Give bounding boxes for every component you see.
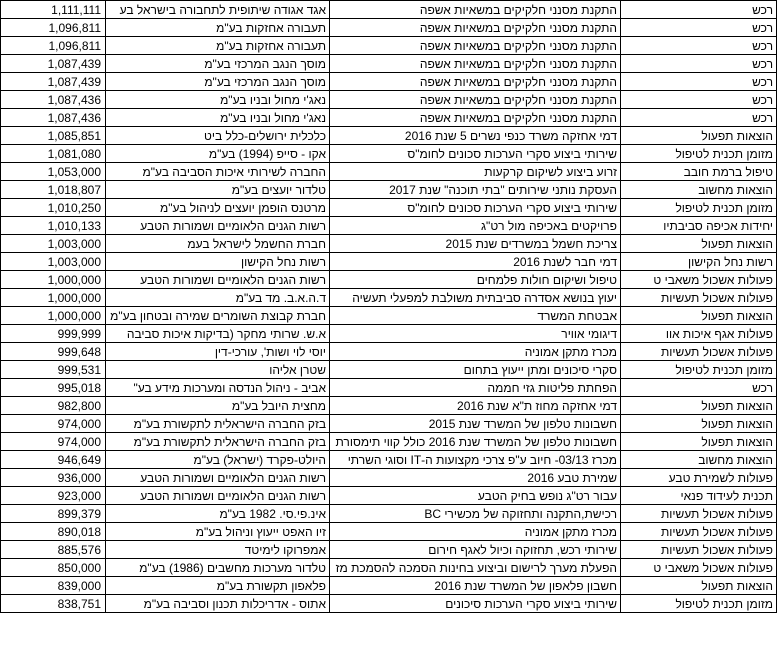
description-cell[interactable]: מכרז מתקן אמוניה [330,343,621,361]
description-cell[interactable]: מכרז 03/13- חיוב ע"פ צרכי מקצועות ה-IT וסוגי השרתי [330,451,621,469]
category-cell[interactable]: מזומן תכנית לטיפול [621,361,777,379]
category-cell[interactable]: רכש [621,73,777,91]
category-cell[interactable]: הוצאות תפעול [621,415,777,433]
vendor-cell[interactable]: בזק החברה הישראלית לתקשורת בע"מ [106,433,330,451]
table-row[interactable] [1,217,777,235]
category-cell[interactable]: פעולות אשכול תעשיות [621,541,777,559]
vendor-cell[interactable]: תעבורה אחזקות בע"מ [106,37,330,55]
vendor-cell[interactable]: אביב - ניהול הנדסה ומערכות מידע בע" [106,379,330,397]
table-row[interactable] [1,109,777,127]
table-row[interactable] [1,91,777,109]
table-row[interactable] [1,127,777,145]
vendor-cell[interactable]: אתוס - אדריכלות תכנון וסביבה בע"מ [106,595,330,613]
amount-cell[interactable]: 1,096,811 [1,37,106,55]
table-row[interactable] [1,487,777,505]
vendor-cell[interactable]: רשות הגנים הלאומיים ושמורות הטבע [106,217,330,235]
vendor-cell[interactable]: כלכלית ירושלים-כלל ביט [106,127,330,145]
vendor-cell[interactable]: מוסך הנגב המרכזי בע"מ [106,73,330,91]
table-row[interactable] [1,325,777,343]
table-row[interactable] [1,163,777,181]
vendor-cell[interactable]: רשות הגנים הלאומיים ושמורות הטבע [106,271,330,289]
description-cell[interactable]: התקנת מסנני חלקיקים במשאיות אשפה [330,1,621,19]
category-cell[interactable]: רכש [621,109,777,127]
vendor-cell[interactable]: מוסך הנגב המרכזי בע"מ [106,55,330,73]
amount-cell[interactable]: 1,000,000 [1,289,106,307]
category-cell[interactable]: רכש [621,19,777,37]
amount-cell[interactable]: 936,000 [1,469,106,487]
amount-cell[interactable]: 999,648 [1,343,106,361]
category-cell[interactable]: יחידות אכיפה סביבתיו [621,217,777,235]
vendor-cell[interactable]: אינ.פי.סי. 1982 בע"מ [106,505,330,523]
vendor-cell[interactable]: רשות נחל הקישון [106,253,330,271]
description-cell[interactable]: סקרי סיכונים ומתן ייעוץ בתחום [330,361,621,379]
amount-cell[interactable]: 839,000 [1,577,106,595]
amount-cell[interactable]: 1,000,000 [1,307,106,325]
category-cell[interactable]: פעולות אשכול תעשיות [621,523,777,541]
description-cell[interactable]: דמי אחזקה מחוז ת"א שנת 2016 [330,397,621,415]
description-cell[interactable]: שמירת טבע 2016 [330,469,621,487]
table-row[interactable] [1,343,777,361]
amount-cell[interactable]: 1,018,807 [1,181,106,199]
table-row[interactable] [1,55,777,73]
description-cell[interactable]: חשבון פלאפון של המשרד שנת 2016 [330,577,621,595]
vendor-cell[interactable]: מחצית היובל בע"מ [106,397,330,415]
vendor-cell[interactable]: בזק החברה הישראלית לתקשורת בע"מ [106,415,330,433]
description-cell[interactable]: דיגומי אוויר [330,325,621,343]
category-cell[interactable]: הוצאות תפעול [621,127,777,145]
vendor-cell[interactable]: חברת קבוצת השומרים שמירה ובטחון בע"מ [106,307,330,325]
description-cell[interactable]: חשבונות טלפון של המשרד שנת 2015 [330,415,621,433]
amount-cell[interactable]: 946,649 [1,451,106,469]
vendor-cell[interactable]: נאג'י מחול ובניו בע"מ [106,109,330,127]
description-cell[interactable]: יעוץ בנושא אסדרה סביבתית משולבת למפעלי תעשיה [330,289,621,307]
description-cell[interactable]: אבטחת המשרד [330,307,621,325]
amount-cell[interactable]: 1,000,000 [1,271,106,289]
category-cell[interactable]: מזומן תכנית לטיפול [621,595,777,613]
vendor-cell[interactable]: רשות הגנים הלאומיים ושמורות הטבע [106,469,330,487]
category-cell[interactable]: פעולות אשכול משאבי ט [621,559,777,577]
amount-cell[interactable]: 1,085,851 [1,127,106,145]
amount-cell[interactable]: 999,531 [1,361,106,379]
description-cell[interactable]: טיפול ושיקום חולות פלמחים [330,271,621,289]
category-cell[interactable]: רשות נחל הקישון [621,253,777,271]
amount-cell[interactable]: 982,800 [1,397,106,415]
table-row[interactable] [1,1,777,19]
amount-cell[interactable]: 1,096,811 [1,19,106,37]
category-cell[interactable]: רכש [621,1,777,19]
table-row[interactable] [1,523,777,541]
category-cell[interactable]: פעולות אשכול תעשיות [621,343,777,361]
category-cell[interactable]: הוצאות תפעול [621,397,777,415]
category-cell[interactable]: רכש [621,55,777,73]
category-cell[interactable]: פעולות לשמירת טבע [621,469,777,487]
category-cell[interactable]: מזומן תכנית לטיפול [621,199,777,217]
table-row[interactable] [1,505,777,523]
description-cell[interactable]: התקנת מסנני חלקיקים במשאיות אשפה [330,91,621,109]
category-cell[interactable]: רכש [621,379,777,397]
vendor-cell[interactable]: אגד אגודה שיתופית לתחבורה בישראל בע [106,1,330,19]
amount-cell[interactable]: 1,087,436 [1,91,106,109]
table-row[interactable] [1,595,777,613]
amount-cell[interactable]: 1,087,436 [1,109,106,127]
vendor-cell[interactable]: נאג'י מחול ובניו בע"מ [106,91,330,109]
amount-cell[interactable]: 999,999 [1,325,106,343]
category-cell[interactable]: טיפול ברמת חובב [621,163,777,181]
table-row[interactable] [1,415,777,433]
category-cell[interactable]: פעולות אשכול תעשיות [621,505,777,523]
table-row[interactable] [1,307,777,325]
table-row[interactable] [1,361,777,379]
description-cell[interactable]: חשבונות טלפון של המשרד שנת 2016 כולל קווי תימסורת [330,433,621,451]
description-cell[interactable]: שירותי ביצוע סקרי הערכות סכונים לחומ"ס [330,145,621,163]
table-row[interactable] [1,379,777,397]
amount-cell[interactable]: 1,111,111 [1,1,106,19]
table-row[interactable] [1,541,777,559]
description-cell[interactable]: שירותי ביצוע סקרי הערכות סיכונים [330,595,621,613]
category-cell[interactable]: הוצאות תפעול [621,433,777,451]
category-cell[interactable]: רכש [621,37,777,55]
amount-cell[interactable]: 1,087,439 [1,73,106,91]
amount-cell[interactable]: 1,003,000 [1,235,106,253]
description-cell[interactable]: התקנת מסנני חלקיקים במשאיות אשפה [330,37,621,55]
description-cell[interactable]: שירותי ביצוע סקרי הערכות סכונים לחומ"ס [330,199,621,217]
table-row[interactable] [1,397,777,415]
amount-cell[interactable]: 974,000 [1,433,106,451]
vendor-cell[interactable]: מרטנס הופמן יועצים לניהול בע"מ [106,199,330,217]
table-row[interactable] [1,271,777,289]
table-row[interactable] [1,433,777,451]
vendor-cell[interactable]: יוסי לוי ושות', עורכי-דין [106,343,330,361]
category-cell[interactable]: תכנית לעידוד פנאי [621,487,777,505]
category-cell[interactable]: פעולות אשכול תעשיות [621,289,777,307]
category-cell[interactable]: הוצאות תפעול [621,235,777,253]
amount-cell[interactable]: 1,003,000 [1,253,106,271]
description-cell[interactable]: התקנת מסנני חלקיקים במשאיות אשפה [330,109,621,127]
description-cell[interactable]: זרוע ביצוע לשיקום קרקעות [330,163,621,181]
amount-cell[interactable]: 1,053,000 [1,163,106,181]
description-cell[interactable]: התקנת מסנני חלקיקים במשאיות אשפה [330,19,621,37]
vendor-cell[interactable]: שטרן אליהו [106,361,330,379]
amount-cell[interactable]: 850,000 [1,559,106,577]
table-row[interactable] [1,145,777,163]
description-cell[interactable]: עבור רט"ג נופש בחיק הטבע [330,487,621,505]
table-row[interactable] [1,577,777,595]
description-cell[interactable]: התקנת מסנני חלקיקים במשאיות אשפה [330,73,621,91]
description-cell[interactable]: התקנת מסנני חלקיקים במשאיות אשפה [330,55,621,73]
amount-cell[interactable]: 1,010,133 [1,217,106,235]
vendor-cell[interactable]: טלדור יועצים בע"מ [106,181,330,199]
description-cell[interactable]: דמי אחזקה משרד כנפי נשרים 5 שנת 2016 [330,127,621,145]
vendor-cell[interactable]: ד.ה.א.ב. מד בע"מ [106,289,330,307]
vendor-cell[interactable]: אקו - סייפ (1994) בע"מ [106,145,330,163]
table-row[interactable] [1,181,777,199]
amount-cell[interactable]: 1,010,250 [1,199,106,217]
vendor-cell[interactable]: פלאפון תקשורת בע"מ [106,577,330,595]
vendor-cell[interactable]: זיו האפט ייעוץ וניהול בע"מ [106,523,330,541]
table-row[interactable] [1,19,777,37]
category-cell[interactable]: מזומן תכנית לטיפול [621,145,777,163]
vendor-cell[interactable]: רשות הגנים הלאומיים ושמורות הטבע [106,487,330,505]
description-cell[interactable]: דמי חבר לשנת 2016 [330,253,621,271]
description-cell[interactable]: שירותי רכש, תחזוקה וכיול לאגף חירום [330,541,621,559]
description-cell[interactable]: מכרז מתקן אמוניה [330,523,621,541]
table-row[interactable] [1,253,777,271]
table-row[interactable] [1,199,777,217]
amount-cell[interactable]: 838,751 [1,595,106,613]
vendor-cell[interactable]: א.ש. שרותי מחקר (בדיקות איכות סביבה [106,325,330,343]
category-cell[interactable]: פעולות אגף איכות אוו [621,325,777,343]
amount-cell[interactable]: 885,576 [1,541,106,559]
vendor-cell[interactable]: היולט-פקרד (ישראל) בע"מ [106,451,330,469]
description-cell[interactable]: הפחתת פליטות גזי חממה [330,379,621,397]
amount-cell[interactable]: 974,000 [1,415,106,433]
vendor-cell[interactable]: טלדור מערכות מחשבים (1986) בע"מ [106,559,330,577]
table-row[interactable] [1,559,777,577]
table-row[interactable] [1,451,777,469]
description-cell[interactable]: רכישת,התקנה ותחזוקה של מכשירי BC [330,505,621,523]
amount-cell[interactable]: 899,379 [1,505,106,523]
category-cell[interactable]: רכש [621,91,777,109]
table-row[interactable] [1,73,777,91]
vendor-cell[interactable]: תעבורה אחזקות בע"מ [106,19,330,37]
category-cell[interactable]: הוצאות תפעול [621,577,777,595]
vendor-cell[interactable]: החברה לשירותי איכות הסביבה בע"מ [106,163,330,181]
table-row[interactable] [1,235,777,253]
table-row[interactable] [1,37,777,55]
category-cell[interactable]: הוצאות מחשוב [621,181,777,199]
category-cell[interactable]: הוצאות מחשוב [621,451,777,469]
description-cell[interactable]: העסקת נותני שירותים "בתי תוכנה" שנת 2017 [330,181,621,199]
table-row[interactable] [1,289,777,307]
vendor-cell[interactable]: חברת החשמל לישראל בעמ [106,235,330,253]
table-body [1,1,777,613]
vendor-cell[interactable]: אמפרוקו לימיטד [106,541,330,559]
category-cell[interactable]: פעולות אשכול משאבי ט [621,271,777,289]
description-cell[interactable]: פרויקטים באכיפה מול רט"ג [330,217,621,235]
amount-cell[interactable]: 995,018 [1,379,106,397]
amount-cell[interactable]: 1,087,439 [1,55,106,73]
table-row[interactable] [1,469,777,487]
amount-cell[interactable]: 923,000 [1,487,106,505]
category-cell[interactable]: הוצאות תפעול [621,307,777,325]
description-cell[interactable]: צריכת חשמל במשרדים שנת 2015 [330,235,621,253]
amount-cell[interactable]: 890,018 [1,523,106,541]
description-cell[interactable]: הפעלת מערך לרישום וביצוע בחינות הסמכה להסמכת מז [330,559,621,577]
amount-cell[interactable]: 1,081,080 [1,145,106,163]
